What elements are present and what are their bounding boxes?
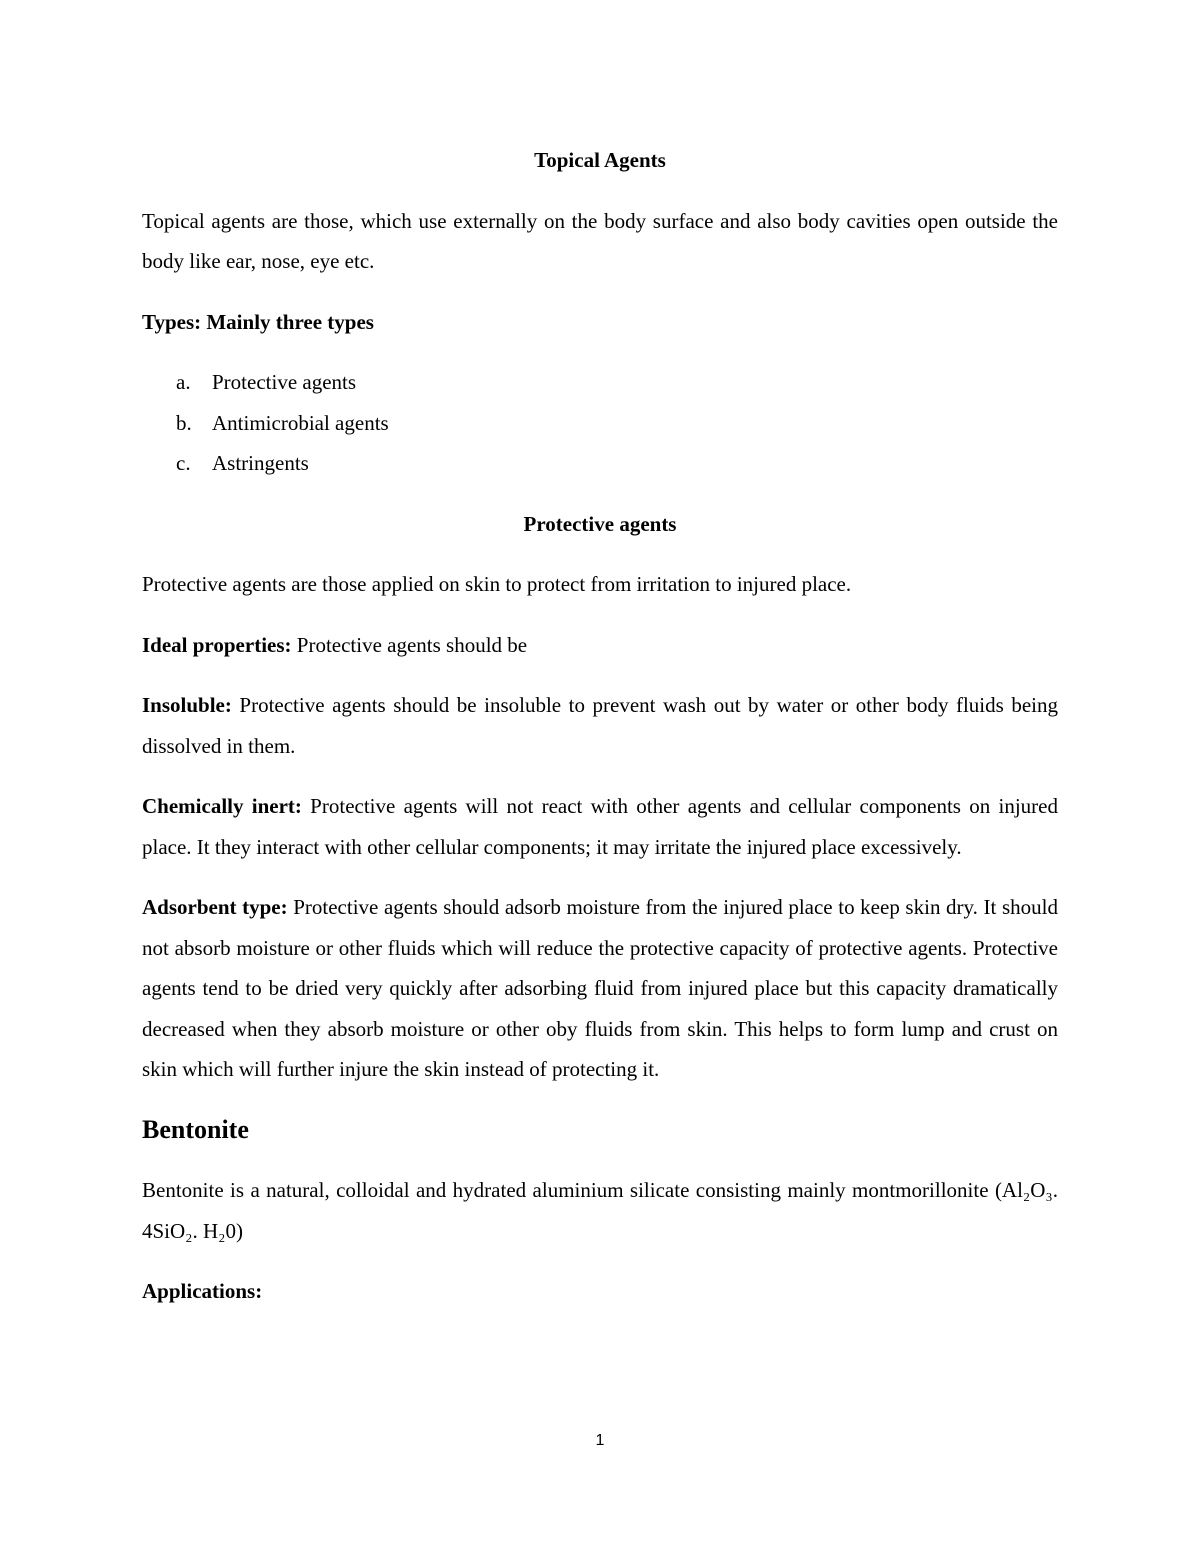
adsorbent-type-label: Adsorbent type: bbox=[142, 895, 288, 919]
types-label: Types: Mainly three types bbox=[142, 309, 374, 334]
adsorbent-type-paragraph bbox=[142, 887, 1058, 1090]
list-marker: b. bbox=[176, 410, 192, 435]
chemically-inert-label: Chemically inert: bbox=[142, 794, 302, 818]
list-item-text: Protective agents bbox=[212, 370, 357, 394]
types-list bbox=[142, 362, 1058, 484]
insoluble-paragraph bbox=[142, 685, 1058, 766]
applications-label: Applications: bbox=[142, 1279, 263, 1303]
list-item bbox=[142, 443, 1058, 484]
adsorbent-type-text: Protective agents should adsorb moisture from the injured place to keep skin dry. It should not absorb moisture or other fluids which will reduce the protective capacity of protective agents. Protective agents tend to be dried very quickly after adsorbing fluid from injured place but this capacity dramatically decreased when they absorb moisture or other oby fluids from skin. This helps to form lump and crust on skin which will further injure the skin instead of protecting it. bbox=[142, 895, 1058, 1081]
insoluble-label: Insoluble: bbox=[142, 693, 232, 717]
page-title: Topical Agents bbox=[534, 148, 666, 172]
list-item bbox=[142, 403, 1058, 444]
bentonite-paragraph: Bentonite is a natural, colloidal and hydrated aluminium silicate consisting mainly montmorillonite (Al₂O₃. 4SiO₂. H₂0) bbox=[142, 1178, 1058, 1243]
list-marker: c. bbox=[176, 451, 191, 475]
insoluble-text: Protective agents should be insoluble to prevent wash out by water or other body fluids being dissolved in them. bbox=[142, 693, 1058, 758]
protective-definition: Protective agents are those applied on skin to protect from irritation to injured place. bbox=[142, 572, 852, 596]
ideal-properties-label: Ideal properties: bbox=[142, 632, 292, 657]
protective-agents-heading: Protective agents bbox=[523, 511, 677, 536]
ideal-properties-paragraph bbox=[142, 625, 1058, 666]
list-item-text: Antimicrobial agents bbox=[212, 410, 389, 435]
chemically-inert-paragraph bbox=[142, 786, 1058, 867]
chemically-inert-text: Protective agents will not react with other agents and cellular components on injured place. It they interact with other cellular components; it may irritate the injured place excessively. bbox=[142, 794, 1058, 859]
list-marker: a. bbox=[176, 370, 191, 394]
list-item-text: Astringents bbox=[212, 451, 309, 475]
bentonite-heading: Bentonite bbox=[142, 1114, 249, 1144]
page-number: 1 bbox=[595, 1432, 605, 1449]
intro-paragraph: Topical agents are those, which use externally on the body surface and also body cavities open outside the body like ear, nose, eye etc. bbox=[142, 208, 1058, 273]
list-item bbox=[142, 362, 1058, 403]
ideal-properties-text: Protective agents should be bbox=[291, 632, 528, 657]
page-content bbox=[142, 140, 1058, 1332]
